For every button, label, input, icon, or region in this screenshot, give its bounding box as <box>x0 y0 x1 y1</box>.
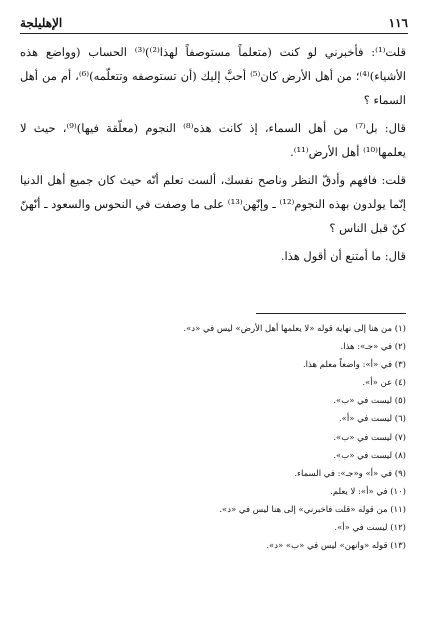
header-rule <box>20 33 408 34</box>
footnote: (١٢) ليست في «أ». <box>334 523 406 534</box>
footnote: (٩) في «أ» و«جـ»: في السماء. <box>294 468 406 479</box>
paragraph-2: قال: بل⁽⁷⁾ من أهل السماء، إذ كانت هذه⁽⁸⁾ النجوم (معلّقة فيها)⁽⁹⁾، حيث لا يعلمها⁽¹⁰⁾ أهل الأرض⁽¹¹⁾. <box>20 121 407 159</box>
footnote: (٧) ليست في «ب». <box>333 432 406 443</box>
footnote: (١) من هنا إلى نهاية قوله «لا يعلمها أهل الأرض» ليس في «د». <box>183 324 406 334</box>
page-header <box>20 14 408 32</box>
footnote: (٥) ليست في «ب». <box>333 396 406 407</box>
footnote: (١٠) في «أ»: لا يعلم. <box>330 486 406 497</box>
paragraph-4: قال: ما أمتنع أن أقول هذا. <box>280 249 406 263</box>
paragraph-1: قلت⁽¹⁾: فأخبرني لو كنت (متعلماً مستوصفاً لهذا⁽²⁾)⁽³⁾ الحساب (وواضع هذه الأشياء)⁽⁴⁾؛ من أهل الأرض كان⁽⁵⁾ أحبَّ إليك (أن تستوصفه وتتعلّمه)⁽⁶⁾، أم من أهل السماء ؟ <box>20 45 406 107</box>
footnote: (٣) في «أ»: واضعاً معلم هذا. <box>302 360 406 371</box>
footnotes <box>20 320 406 555</box>
main-text <box>20 40 406 272</box>
footnote: (٤) عن «أ». <box>362 378 406 389</box>
paragraph-3: قلت: فافهم وأدقّ النظر وناصح نفسك، ألست تعلم أنّه حيث كان جميع أهل الدنيا إنّما يولدون بهذه النجوم⁽¹²⁾ ـ وإنّهن⁽¹³⁾ على ما وصفت في النحوس والسعود ـ أنّهنّ كنّ قبل الناس ؟ <box>20 173 406 235</box>
page-number: ١١٦ <box>388 16 408 30</box>
footnote: (٢) في «جـ»: هذا. <box>340 342 406 353</box>
running-title: الإهليلجة <box>20 16 63 30</box>
footnote: (١٣) قوله «وانهن» ليس في «ب» «د». <box>266 541 406 552</box>
footnote: (٨) ليست في «ب». <box>333 450 406 461</box>
footnote-rule <box>256 313 406 314</box>
footnote: (٦) ليست في «أ». <box>338 414 406 425</box>
footnote: (١١) من قوله «قلت فاخبرني» إلى هنا ليس في «د». <box>219 504 406 515</box>
